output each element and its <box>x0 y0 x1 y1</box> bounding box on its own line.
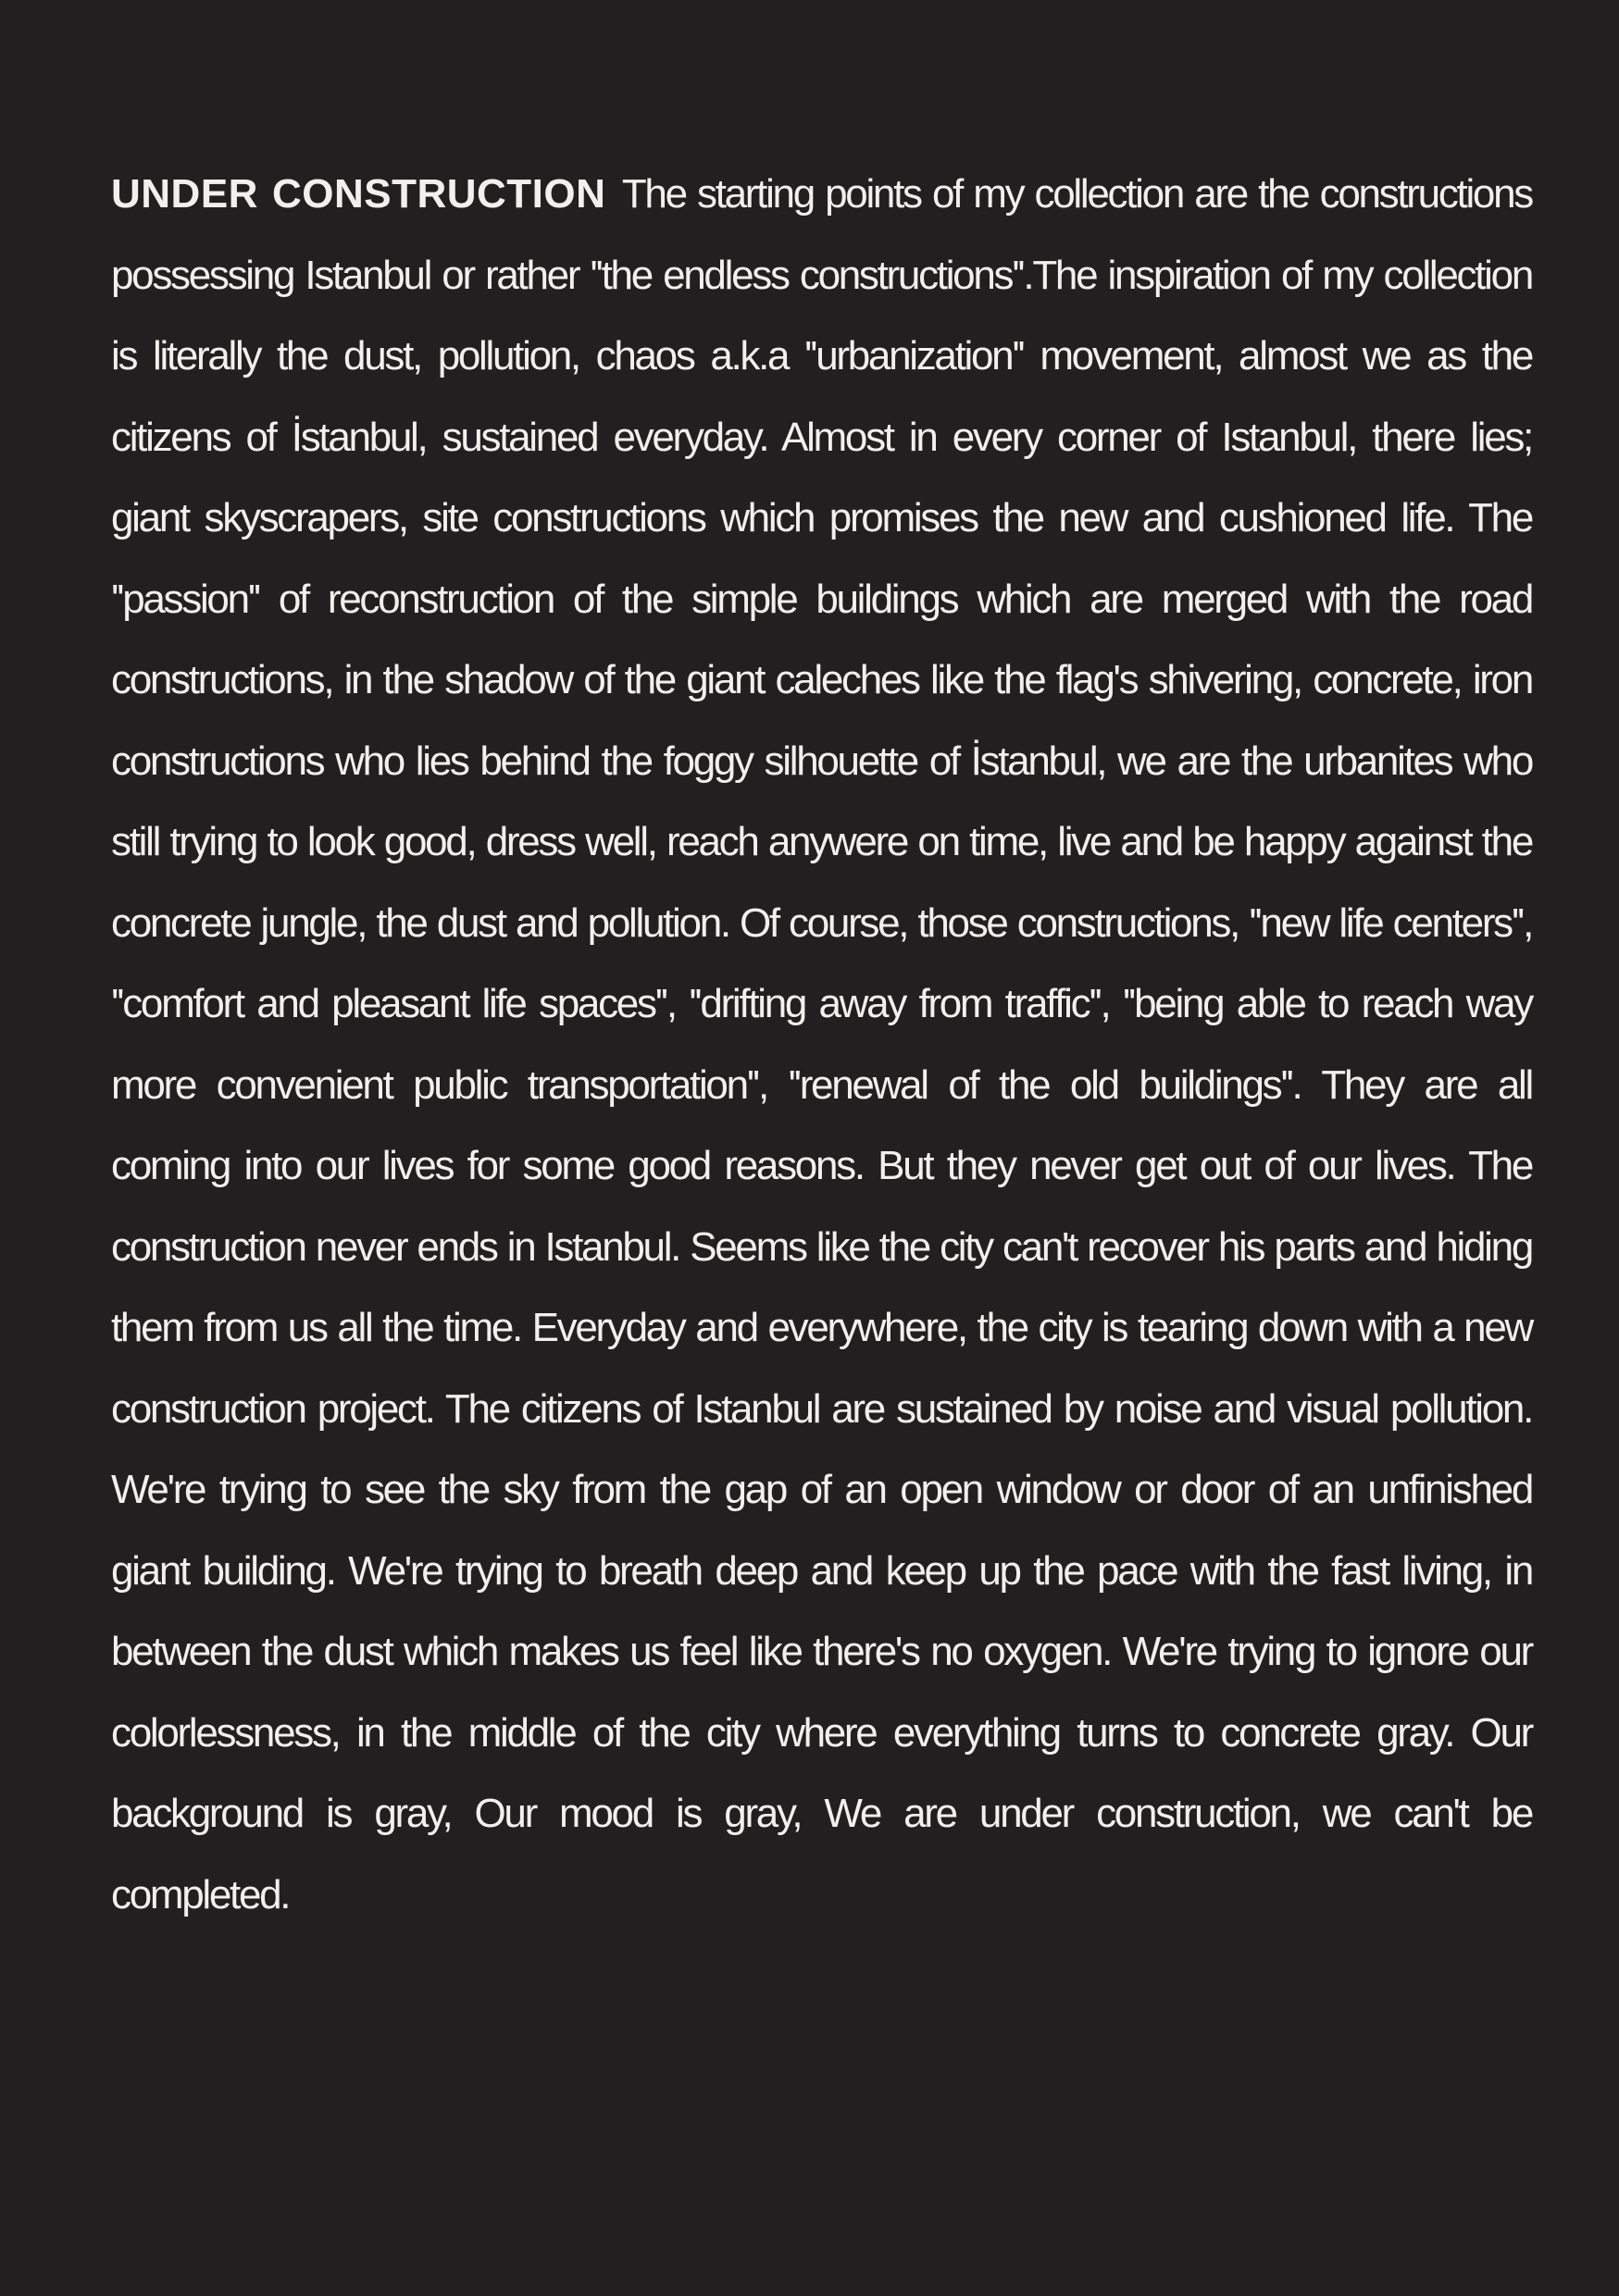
document-title: UNDER CONSTRUCTION <box>111 171 606 217</box>
document-body: The starting points of my collection are the constructions possessing Istanbul or rather ''the endless constructions''.The inspiration of my collection is literally the dust, pollution, chaos a.k.a ''urbanization'' movement, almost we as the citizens of İstanbul, sustained everyday. Almost in every corner of Istanbul, there lies; giant skyscrapers, site constructions which promises the new and cushioned life. The ''passion'' of reconstruction of the simple buildings which are merged with the road constructions, in the shadow of the giant caleches like the flag's shivering, concrete, iron constructions who lies behind the foggy silhouette of İstanbul, we are the urbanites who still trying to look good, dress well, reach anywere on time, live and be happy against the concrete jungle, the dust and pollution. Of course, those constructions, ''new life centers'', ''comfort and pleasant life spaces'', ''drifting away from traffic'', ''being able to reach way more convenient public transportation'', ''renewal of the old buildings''. They are all coming into our lives for some good reasons. But they never get out of our lives. The construction never ends in Istanbul. Seems like the city can't recover his parts and hiding them from us all the time. Everyday and everywhere, the city is tearing down with a new construction project. The citizens of Istanbul are sustained by noise and visual pollution. We're trying to see the sky from the gap of an open window or door of an unfinished giant building. We're trying to breath deep and keep up the pace with the fast living, in between the dust which makes us feel like there's no oxygen. We're trying to ignore our colorlessness, in the middle of the city where everything turns to concrete gray. Our background is gray, Our mood is gray, We are under construction, we can't be completed. <box>111 171 1532 1917</box>
text-block <box>111 154 1532 1935</box>
